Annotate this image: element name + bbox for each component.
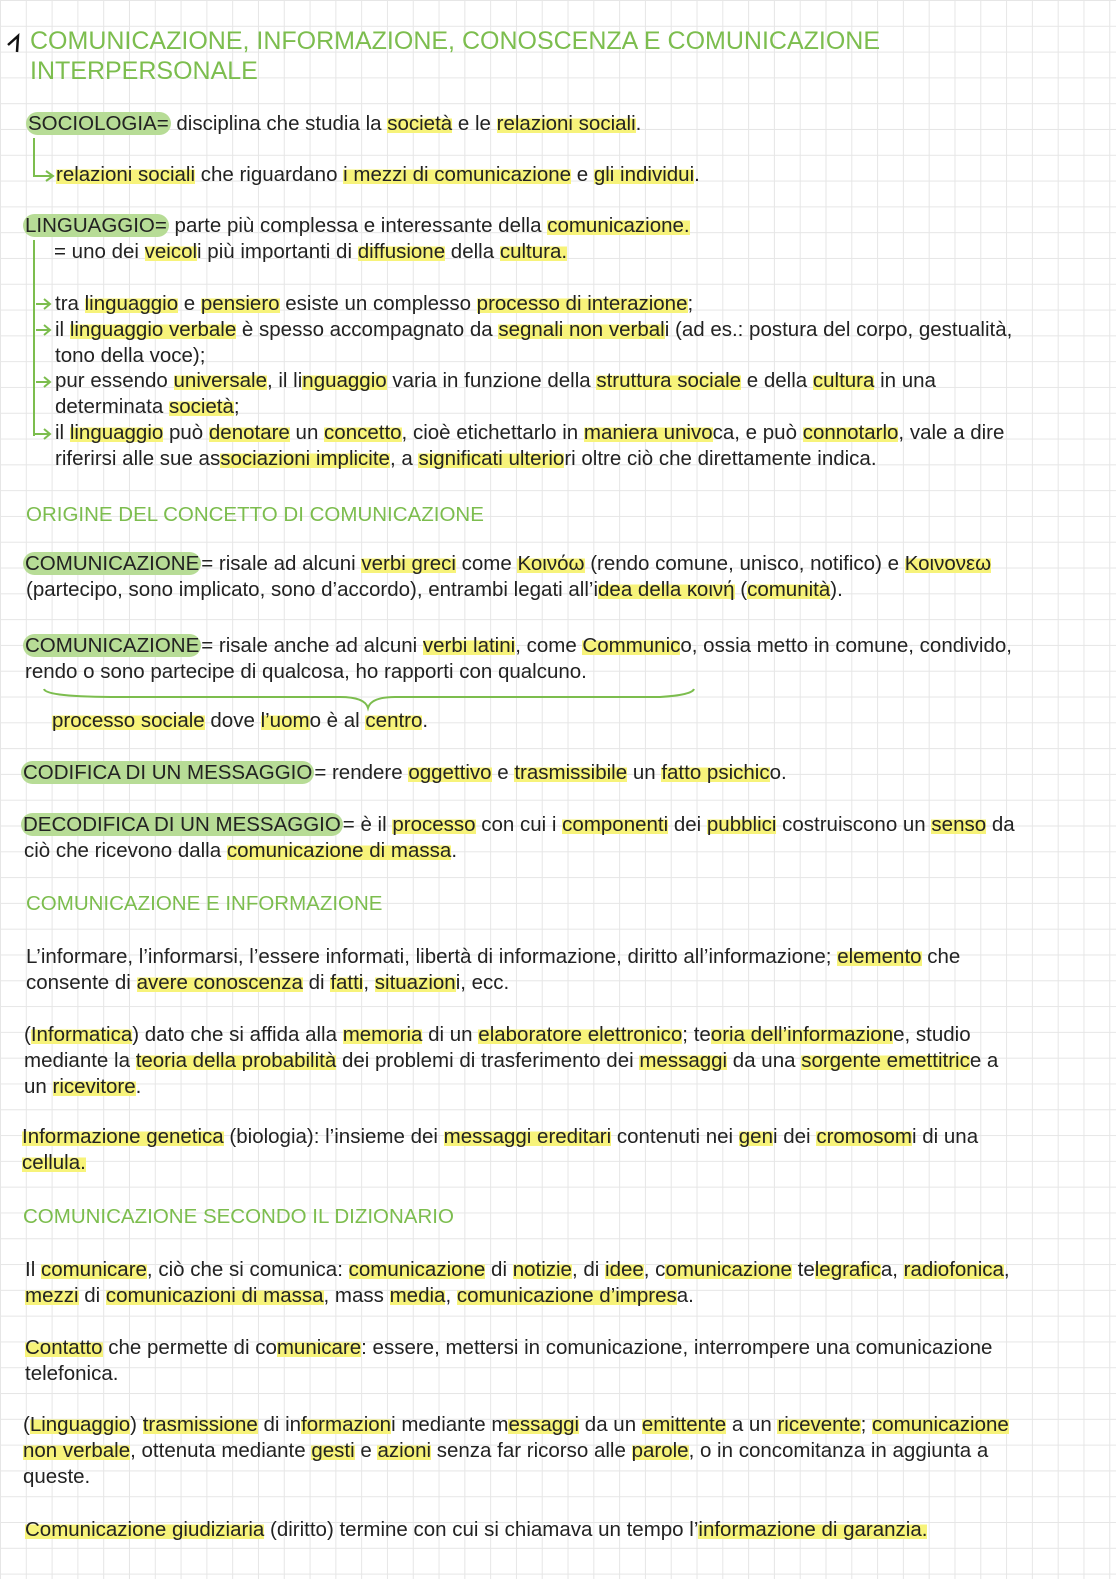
section-heading-origine: ORIGINE DEL CONCETTO DI COMUNICAZIONE <box>26 503 484 526</box>
sociologia-arrow <box>34 138 52 176</box>
linguaggio-definition: LINGUAGGIO= parte più complessa e interessante della comunicazione. <box>25 214 690 237</box>
processo-sociale-note: processo sociale dove l’uomo è al centro. <box>52 709 429 732</box>
section-heading-dizionario: COMUNICAZIONE SECONDO IL DIZIONARIO <box>23 1205 454 1228</box>
section-heading-informazione: COMUNICAZIONE E INFORMAZIONE <box>26 892 383 915</box>
page-title: COMUNICAZIONE, INFORMAZIONE, CONOSCENZA E COMUNICAZIONE INTERPERSONALE <box>30 27 881 85</box>
linguaggio-bullet-4: il linguaggio può denotare un concetto, cioè etichettarlo in maniera univoca, e può connotarlo, vale a dire <box>55 420 1005 444</box>
linguaggio-dizionario-paragraph: (Linguaggio) trasmissione di informazioni mediante messaggi da un emittente a un ricevente; comunicazione non verbale, ottenuta mediante gesti e azioni senza far ricorso alle parole, o in concomitanza in aggiunta a queste. <box>23 1413 1009 1488</box>
comunicazione-latin: COMUNICAZIONE= risale anche ad alcuni verbi latini, come Communico, ossia metto in comune, condivido, rendo o sono partecipe di qualcosa, ho rapporti con qualcuno. <box>25 634 1012 683</box>
codifica-definition: CODIFICA DI UN MESSAGGIO= rendere oggettivo e trasmissibile un fatto psichico. <box>23 761 787 784</box>
linguaggio-bullet-1: tra linguaggio e pensiero esiste un complesso processo di interazione; <box>55 292 694 315</box>
informatica-paragraph: (Informatica) dato che si affida alla memoria di un elaboratore elettronico; teoria dell’informazione, studio mediante la teoria della probabilità dei problemi di trasferimento dei messaggi da una sorgente emettitrice a un ricevitore. <box>24 1023 999 1098</box>
linguaggio-bullet-3: pur essendo universale, il linguaggio varia in funzione della struttura sociale e della cultura in una <box>55 369 936 393</box>
linguaggio-line2: = uno dei veicoli più importanti di diffusione della cultura. <box>54 240 568 263</box>
number-one-mark <box>8 36 18 52</box>
contatto-paragraph: Contatto che permette di comunicare: essere, mettersi in comunicazione, interrompere una comunicazione telefonica. <box>25 1336 993 1385</box>
linguaggio-bullet-2: il linguaggio verbale è spesso accompagnato da segnali non verbali (ad es.: postura del corpo, gestualità, <box>55 317 1013 341</box>
sociologia-subnote: relazioni sociali che riguardano i mezzi di comunicazione e gli individui. <box>56 163 700 186</box>
curly-brace <box>44 689 694 708</box>
sociologia-definition: SOCIOLOGIA= disciplina che studia la società e le relazioni sociali. <box>28 112 642 135</box>
comunicare-paragraph: Il comunicare, ciò che si comunica: comunicazione di notizie, di idee, comunicazione telegrafica, radiofonica, mezzi di comunicazioni di massa, mass media, comunicazione d’impresa. <box>25 1258 1010 1307</box>
giudiziaria-paragraph: Comunicazione giudiziaria (diritto) termine con cui si chiamava un tempo l’informazione di garanzia. <box>25 1518 928 1541</box>
linguaggio-bullets: tra linguaggio e pensiero esiste un complesso processo di interazione; il linguaggio verbale è spesso accompagnato da segnali non verbali (ad es.: postura del corpo, gestualità, tono della voce); pur essendo universale, il linguaggio varia in funzione della struttura sociale e della cultura in una determinata società; il linguaggio può denotare un concetto, cioè etichettarlo in maniera univoca, e può connotarlo, vale a dire riferirsi alle sue associazioni implicite, a significati ulteriori oltre ciò che direttamente indica. <box>55 291 1105 472</box>
genetica-paragraph: Informazione genetica (biologia): l’insieme dei messaggi ereditari contenuti nei geni dei cromosomi di una cellula. <box>22 1125 979 1174</box>
informare-paragraph: L’informare, l’informarsi, l’essere informati, libertà di informazione, diritto all’informazione; elemento che consente di avere conoscenza di fatti, situazioni, ecc. <box>26 945 961 994</box>
comunicazione-greek: COMUNICAZIONE= risale ad alcuni verbi greci come Κοινόω (rendo comune, unisco, notifico) e Κοινονεω (partecipo, sono implicato, sono d’accordo), entrambi legati all’idea della κοινή (comunità). <box>25 552 992 601</box>
decodifica-definition: DECODIFICA DI UN MESSAGGIO= è il processo con cui i componenti dei pubblici costruiscono un senso da ciò che ricevono dalla comunicazione di massa. <box>23 813 1015 862</box>
